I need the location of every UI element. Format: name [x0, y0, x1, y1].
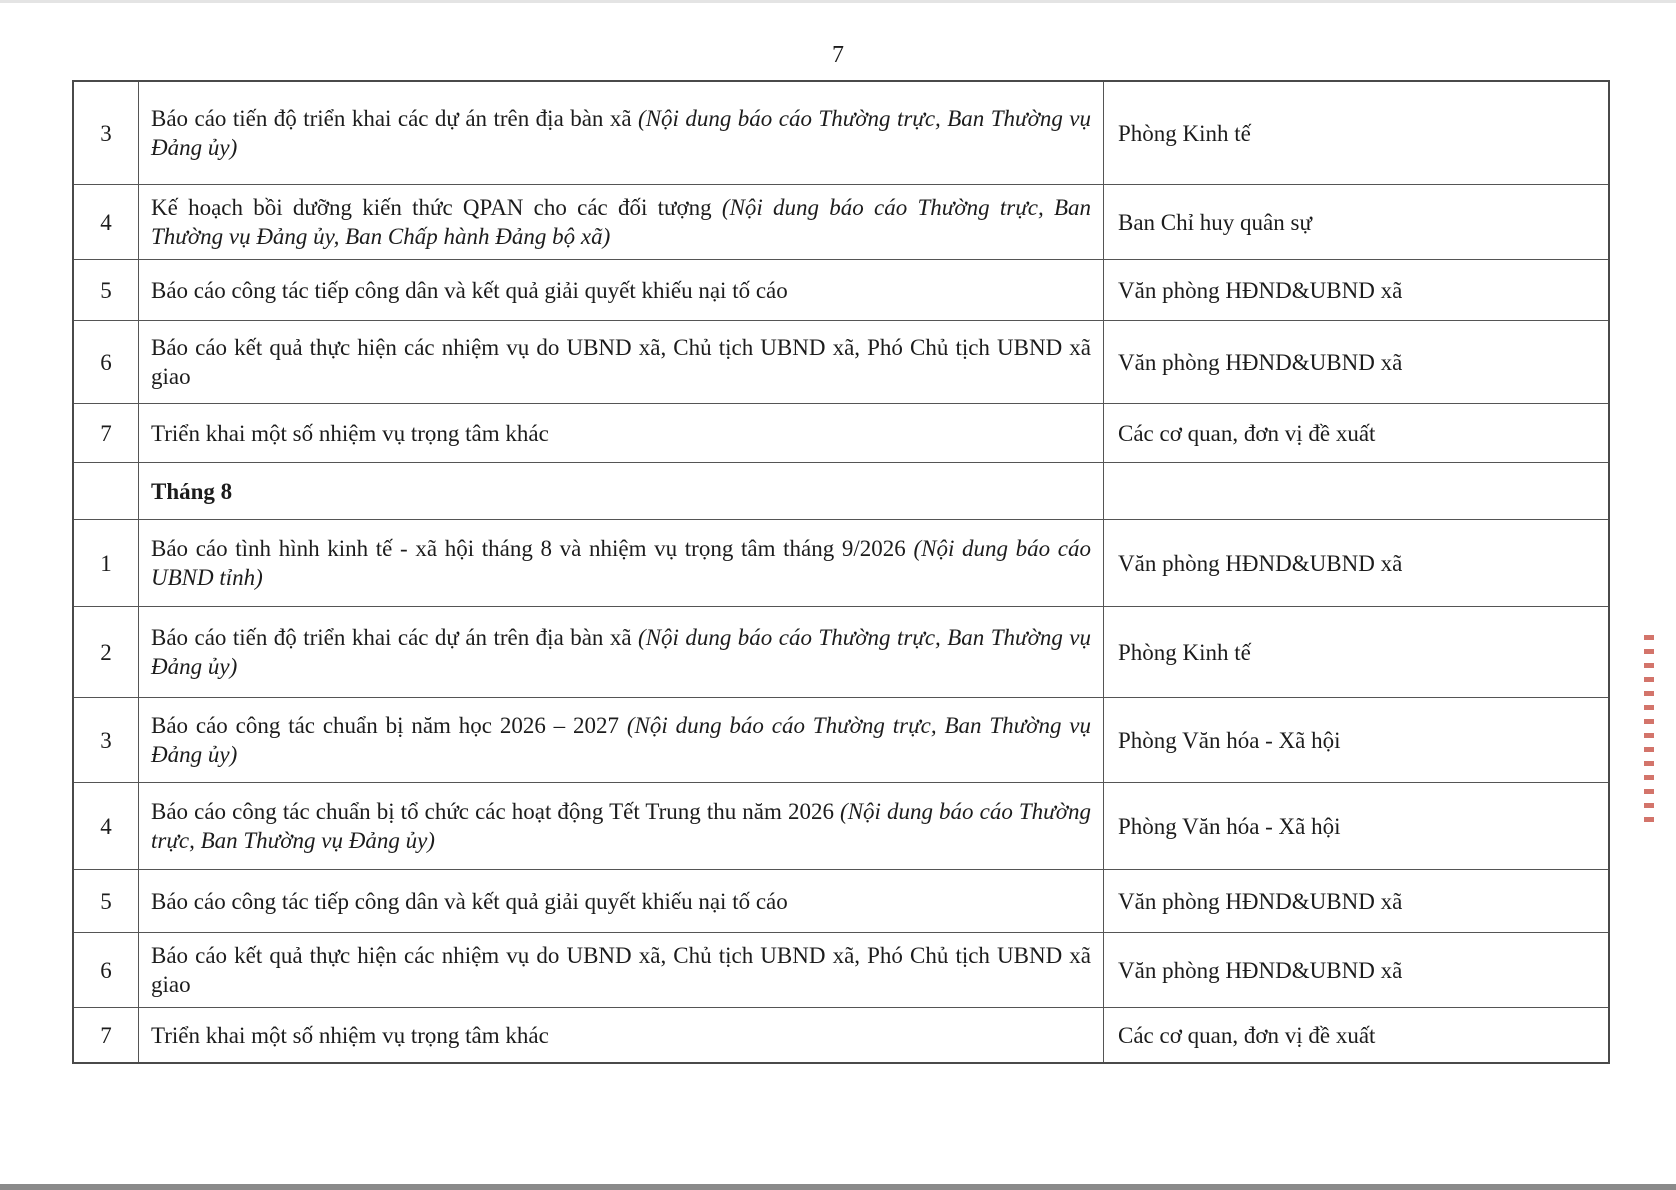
row-number: 3 — [73, 81, 139, 185]
responsible-unit: Văn phòng HĐND&UBND xã — [1104, 520, 1610, 607]
responsible-unit: Phòng Văn hóa - Xã hội — [1104, 783, 1610, 870]
task-text: Báo cáo công tác tiếp công dân và kết quả giải quyết khiếu nại tố cáo — [151, 888, 788, 914]
row-number: 7 — [73, 1008, 139, 1064]
table-row — [73, 783, 1609, 870]
month-heading-row — [73, 463, 1609, 520]
responsible-unit: Các cơ quan, đơn vị đề xuất — [1104, 1008, 1610, 1064]
task-note: (Nội dung báo cáo Thường trực, Ban Thường vụ Đảng ủy) — [151, 713, 1091, 767]
table-row — [73, 1008, 1609, 1064]
row-number: 4 — [73, 185, 139, 260]
task-text: Báo cáo kết quả thực hiện các nhiệm vụ do UBND xã, Chủ tịch UBND xã, Phó Chủ tịch UBND xã giao — [151, 943, 1091, 997]
row-number: 6 — [73, 933, 139, 1008]
table-row — [73, 607, 1609, 698]
task-note: (Nội dung báo cáo Thường trực, Ban Thường vụ Đảng ủy, Ban Chấp hành Đảng bộ xã) — [151, 195, 1091, 249]
row-number: 2 — [73, 607, 139, 698]
task-description — [139, 933, 1104, 1008]
task-description — [139, 321, 1104, 404]
task-description — [139, 607, 1104, 698]
task-text: Báo cáo công tác chuẩn bị năm học 2026 – 2027 — [151, 713, 627, 738]
task-text: Triển khai một số nhiệm vụ trọng tâm khác — [151, 1022, 549, 1048]
responsible-unit: Văn phòng HĐND&UBND xã — [1104, 260, 1610, 321]
task-description — [139, 81, 1104, 185]
task-note: (Nội dung báo cáo Thường trực, Ban Thường vụ Đảng ủy) — [151, 106, 1091, 160]
responsible-unit: Văn phòng HĐND&UBND xã — [1104, 933, 1610, 1008]
task-description — [139, 260, 1104, 321]
table-row — [73, 81, 1609, 185]
row-number-empty — [73, 463, 139, 520]
task-table — [72, 80, 1610, 1064]
margin-stamp-mark — [1644, 635, 1654, 825]
task-text: Báo cáo công tác chuẩn bị tổ chức các hoạt động Tết Trung thu năm 2026 — [151, 799, 841, 824]
row-number: 5 — [73, 870, 139, 933]
table-row — [73, 870, 1609, 933]
task-description — [139, 185, 1104, 260]
table-row — [73, 520, 1609, 607]
task-note: (Nội dung báo cáo UBND tỉnh) — [151, 536, 1091, 590]
table-row — [73, 260, 1609, 321]
task-description — [139, 783, 1104, 870]
page-number: 7 — [832, 42, 844, 68]
row-number: 3 — [73, 698, 139, 783]
task-text: Báo cáo tình hình kinh tế - xã hội tháng 8 và nhiệm vụ trọng tâm tháng 9/2026 — [151, 536, 914, 561]
task-note: (Nội dung báo cáo Thường trực, Ban Thường vụ Đảng ủy) — [151, 799, 1091, 853]
row-number: 1 — [73, 520, 139, 607]
task-description — [139, 870, 1104, 933]
scan-top-edge — [0, 0, 1676, 3]
responsible-unit: Phòng Kinh tế — [1104, 81, 1610, 185]
task-text: Báo cáo tiến độ triển khai các dự án trên địa bàn xã — [151, 625, 639, 650]
task-description — [139, 404, 1104, 463]
task-description — [139, 520, 1104, 607]
row-number: 7 — [73, 404, 139, 463]
task-description — [139, 1008, 1104, 1064]
task-note: (Nội dung báo cáo Thường trực, Ban Thường vụ Đảng ủy) — [151, 625, 1091, 679]
table-row — [73, 698, 1609, 783]
task-description — [139, 698, 1104, 783]
task-text: Báo cáo công tác tiếp công dân và kết quả giải quyết khiếu nại tố cáo — [151, 277, 788, 303]
responsible-unit: Phòng Kinh tế — [1104, 607, 1610, 698]
table-row — [73, 404, 1609, 463]
scan-bottom-edge — [0, 1184, 1676, 1190]
task-text: Báo cáo tiến độ triển khai các dự án trên địa bàn xã — [151, 106, 639, 131]
row-number: 6 — [73, 321, 139, 404]
responsible-unit: Văn phòng HĐND&UBND xã — [1104, 321, 1610, 404]
responsible-unit: Văn phòng HĐND&UBND xã — [1104, 870, 1610, 933]
task-text: Kế hoạch bồi dưỡng kiến thức QPAN cho các đối tượng — [151, 195, 722, 220]
table-row — [73, 933, 1609, 1008]
month-heading: Tháng 8 — [139, 463, 1104, 520]
responsible-unit: Ban Chỉ huy quân sự — [1104, 185, 1610, 260]
row-number: 5 — [73, 260, 139, 321]
responsible-unit: Phòng Văn hóa - Xã hội — [1104, 698, 1610, 783]
row-number: 4 — [73, 783, 139, 870]
task-text: Báo cáo kết quả thực hiện các nhiệm vụ do UBND xã, Chủ tịch UBND xã, Phó Chủ tịch UBND xã giao — [151, 335, 1091, 389]
responsible-unit: Các cơ quan, đơn vị đề xuất — [1104, 404, 1610, 463]
responsible-unit-empty — [1104, 463, 1610, 520]
table-row — [73, 185, 1609, 260]
task-text: Triển khai một số nhiệm vụ trọng tâm khác — [151, 420, 549, 446]
table-row — [73, 321, 1609, 404]
